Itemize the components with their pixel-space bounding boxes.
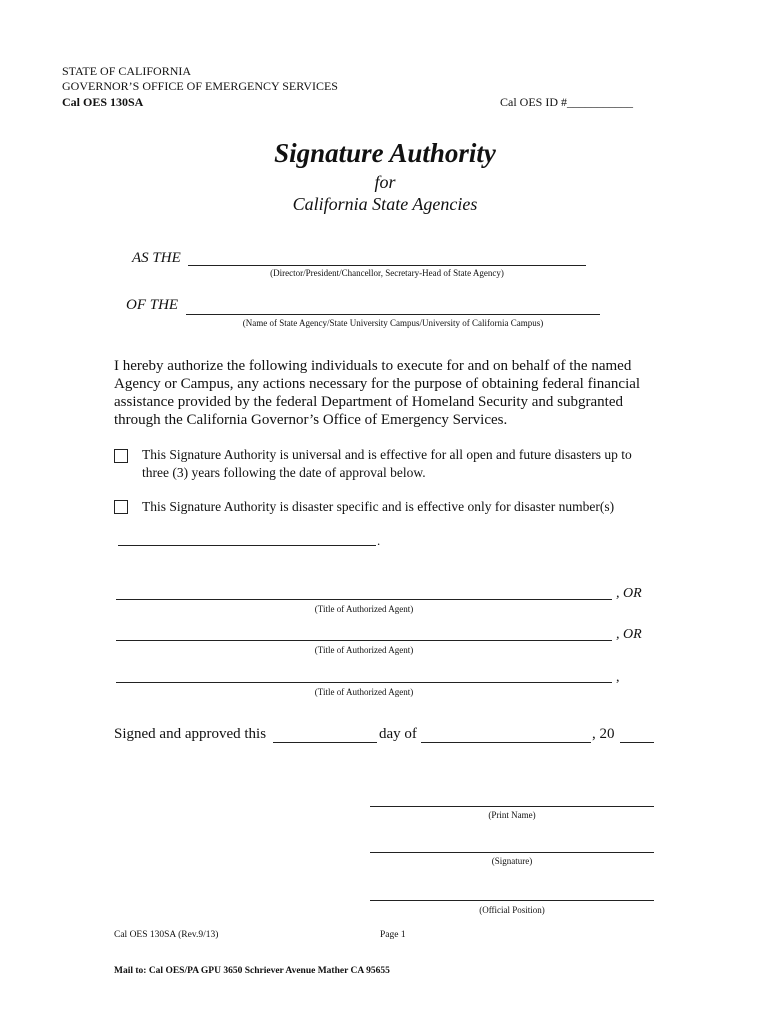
agent-2-or: , OR <box>616 627 642 642</box>
authorize-line-3: assistance provided by the federal Department of Homeland Security and subgranted <box>114 394 623 410</box>
authorize-line-1: I hereby authorize the following individuals to execute for and on behalf of the named <box>114 358 632 374</box>
cal-oes-id-label: Cal OES ID # <box>500 95 567 109</box>
authorize-line-4: through the California Governor’s Office of Emergency Services. <box>114 412 508 428</box>
official-position-caption: (Official Position) <box>479 905 545 915</box>
cal-oes-id-field[interactable]: ___________ <box>567 95 633 109</box>
of-the-caption: (Name of State Agency/State University Campus/University of California Campus) <box>242 318 544 328</box>
universal-option-line-1: This Signature Authority is universal and is effective for all open and future disasters up to <box>142 447 632 462</box>
page-subtitle: California State Agencies <box>292 194 478 214</box>
approval-month-field[interactable] <box>421 742 591 743</box>
disaster-number-field[interactable] <box>118 545 376 546</box>
authorized-agent-3-field[interactable] <box>116 682 612 683</box>
signature-field[interactable] <box>370 852 654 853</box>
print-name-field[interactable] <box>370 806 654 807</box>
disaster-specific-option: This Signature Authority is disaster specific and is effective only for disaster number(s) <box>142 499 615 514</box>
as-the-label: AS THE <box>132 250 181 266</box>
official-position-field[interactable] <box>370 900 654 901</box>
footer-mail-address: Mail to: Cal OES/PA GPU 3650 Schriever Avenue Mather CA 95655 <box>114 966 390 976</box>
as-the-caption: (Director/President/Chancellor, Secretary-Head of State Agency) <box>270 268 504 278</box>
agent-1-or: , OR <box>616 586 642 601</box>
approval-day-of: day of <box>379 726 417 742</box>
of-the-label: OF THE <box>126 297 179 313</box>
signature-caption: (Signature) <box>491 856 533 866</box>
footer-revision: Cal OES 130SA (Rev.9/13) <box>114 930 219 940</box>
of-the-field[interactable] <box>186 314 600 315</box>
agent-3-comma: , <box>616 670 620 685</box>
title-for: for <box>374 172 396 192</box>
authorized-agent-1-field[interactable] <box>116 599 612 600</box>
cal-oes-id <box>500 95 633 110</box>
approval-prefix: Signed and approved this <box>114 726 267 742</box>
footer-page-number: Page 1 <box>380 930 406 940</box>
approval-year-prefix: , 20 <box>592 726 615 742</box>
disaster-number-period: . <box>377 533 381 548</box>
authorize-line-2: Agency or Campus, any actions necessary for the purpose of obtaining federal financial <box>114 376 641 392</box>
universal-option-line-2: three (3) years following the date of approval below. <box>142 465 426 480</box>
page-title: Signature Authority <box>274 138 496 168</box>
as-the-field[interactable] <box>188 265 586 266</box>
disaster-specific-checkbox[interactable] <box>114 500 128 514</box>
universal-checkbox[interactable] <box>114 449 128 463</box>
form-code: Cal OES 130SA <box>62 95 144 109</box>
agent-3-caption: (Title of Authorized Agent) <box>314 687 414 697</box>
print-name-caption: (Print Name) <box>488 810 536 820</box>
agent-2-caption: (Title of Authorized Agent) <box>314 645 414 655</box>
authorized-agent-2-field[interactable] <box>116 640 612 641</box>
header-state: STATE OF CALIFORNIA <box>62 64 192 78</box>
approval-day-field[interactable] <box>273 742 377 743</box>
header-office: GOVERNOR’S OFFICE OF EMERGENCY SERVICES <box>62 79 338 93</box>
approval-year-field[interactable] <box>620 742 654 743</box>
agent-1-caption: (Title of Authorized Agent) <box>314 604 414 614</box>
